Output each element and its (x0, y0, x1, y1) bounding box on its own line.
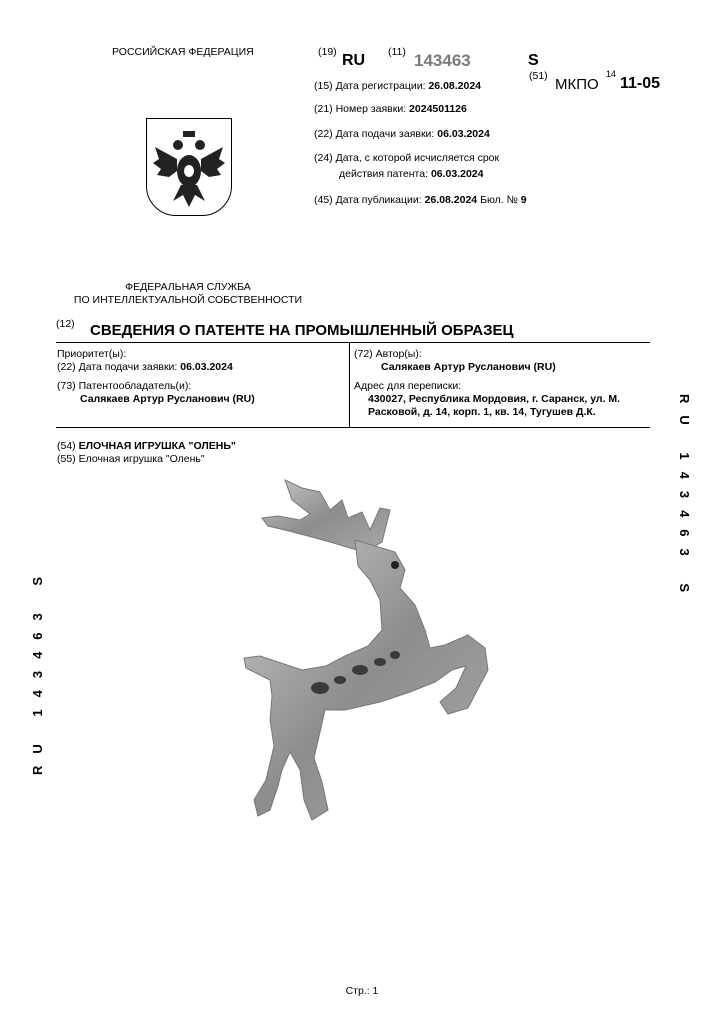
code-12: (12) (56, 318, 75, 330)
country-name: РОССИЙСКАЯ ФЕДЕРАЦИЯ (112, 46, 254, 58)
patent-number: 143463 (414, 51, 471, 70)
biblio-line: действия патента: 06.03.2024 (339, 168, 484, 180)
filing-date: (22) Дата подачи заявки: 06.03.2024 (57, 361, 233, 373)
agency-line-1: ФЕДЕРАЛЬНАЯ СЛУЖБА (125, 281, 251, 293)
address-label: Адрес для переписки: (354, 380, 462, 392)
holder-name: Салякаев Артур Русланович (RU) (80, 393, 255, 405)
address-line-1: 430027, Республика Мордовия, г. Саранск, ул. М. (368, 393, 621, 405)
code-19: (19) (318, 46, 337, 58)
deer-figurine-image (230, 470, 510, 830)
holder-label: (73) Патентообладатель(и): (57, 380, 192, 392)
page-number: Стр.: 1 (345, 985, 379, 997)
table-bottom-rule (56, 427, 650, 428)
coat-of-arms-frame (146, 118, 232, 216)
biblio-line: (45) Дата публикации: 26.08.2024 Бюл. № 9 (314, 194, 527, 206)
mkpo-edition: 14 (606, 69, 617, 79)
biblio-line: (24) Дата, с которой исчисляется срок (314, 152, 500, 164)
kind-code: S (528, 52, 539, 69)
author-label: (72) Автор(ы): (354, 348, 422, 360)
address-line-2: Расковой, д. 14, корп. 1, кв. 14, Тугушев Д.К. (368, 406, 596, 418)
design-title-55: (55) Елочная игрушка "Олень" (57, 453, 205, 465)
design-title-54: (54) ЕЛОЧНАЯ ИГРУШКА "ОЛЕНЬ" (57, 440, 236, 452)
biblio-line: (21) Номер заявки: 2024501126 (314, 103, 467, 115)
code-51: (51) (529, 70, 548, 82)
double-headed-eagle-icon (147, 119, 231, 215)
table-top-rule (56, 342, 650, 343)
document-title: СВЕДЕНИЯ О ПАТЕНТЕ НА ПРОМЫШЛЕННЫЙ ОБРАЗЕЦ (90, 322, 514, 339)
biblio-line: (15) Дата регистрации: 26.08.2024 (314, 80, 482, 92)
side-label-right: RU 143463 S (677, 394, 692, 605)
agency-line-2: ПО ИНТЕЛЛЕКТУАЛЬНОЙ СОБСТВЕННОСТИ (73, 294, 303, 306)
side-label-left: RU 143463 S (30, 564, 45, 775)
code-11: (11) (388, 46, 406, 58)
country-code: RU (342, 52, 366, 69)
table-divider (349, 342, 350, 428)
author-name: Салякаев Артур Русланович (RU) (381, 361, 556, 373)
priority-label: Приоритет(ы): (57, 348, 127, 360)
biblio-line: (22) Дата подачи заявки: 06.03.2024 (314, 128, 490, 140)
mkpo-class: 11-05 (620, 75, 661, 92)
mkpo-label: МКПО (555, 76, 599, 93)
